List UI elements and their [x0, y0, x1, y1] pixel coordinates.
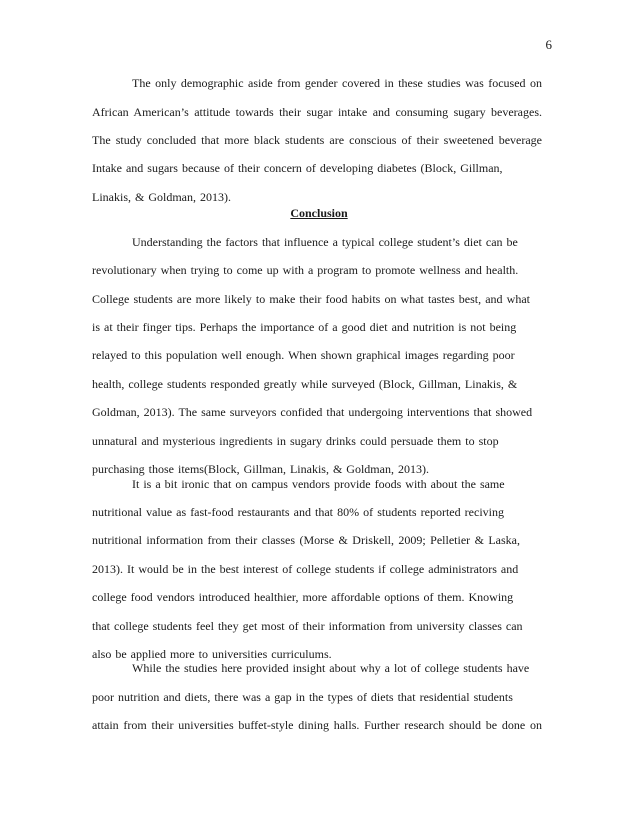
- text-line: African American’s attitude towards their sugar intake and consuming sugary beverages.: [92, 105, 542, 119]
- text-line: Intake and sugars because of their concern of developing diabetes (Block, Gillman,: [92, 161, 503, 175]
- text-line: that college students feel they get most of their information from university classes can: [92, 619, 523, 633]
- text-line: College students are more likely to make their food habits on what tastes best, and what: [92, 292, 530, 306]
- section-heading: Conclusion: [290, 206, 348, 220]
- text-line: Understanding the factors that influence a typical college student’s diet can be: [132, 235, 518, 249]
- text-line: also be applied more to universities curriculums.: [92, 647, 332, 661]
- text-line: It is a bit ironic that on campus vendors provide foods with about the same: [132, 477, 505, 491]
- text-line: is at their finger tips. Perhaps the importance of a good diet and nutrition is not being: [92, 320, 517, 334]
- text-line: Linakis, & Goldman, 2013).: [92, 190, 231, 204]
- text-line: Goldman, 2013). The same surveyors confided that undergoing interventions that showed: [92, 405, 533, 419]
- text-line: nutritional information from their classes (Morse & Driskell, 2009; Pelletier & Laska,: [92, 533, 520, 547]
- text-line: The study concluded that more black students are conscious of their sweetened beverage: [92, 133, 542, 147]
- text-line: college food vendors introduced healthier, more affordable options of them. Knowing: [92, 590, 514, 604]
- text-line: purchasing those items(Block, Gillman, Linakis, & Goldman, 2013).: [92, 462, 429, 476]
- text-line: revolutionary when trying to come up with a program to promote wellness and health.: [92, 263, 519, 277]
- page-number: 6: [545, 37, 552, 52]
- text-line: poor nutrition and diets, there was a gap in the types of diets that residential students: [92, 690, 513, 704]
- text-line: The only demographic aside from gender covered in these studies was focused on: [132, 76, 542, 90]
- text-line: 2013). It would be in the best interest of college students if college administrators and: [92, 562, 519, 576]
- text-line: nutritional value as fast-food restaurants and that 80% of students reported reciving: [92, 505, 504, 519]
- text-line: While the studies here provided insight about why a lot of college students have: [132, 661, 530, 675]
- text-line: relayed to this population well enough. When shown graphical images regarding poor: [92, 348, 515, 362]
- text-line: unnatural and mysterious ingredients in sugary drinks could persuade them to stop: [92, 434, 499, 448]
- text-line: attain from their universities buffet-style dining halls. Further research should be done on: [92, 718, 542, 732]
- text-line: health, college students responded greatly while surveyed (Block, Gillman, Linakis, &: [92, 377, 518, 391]
